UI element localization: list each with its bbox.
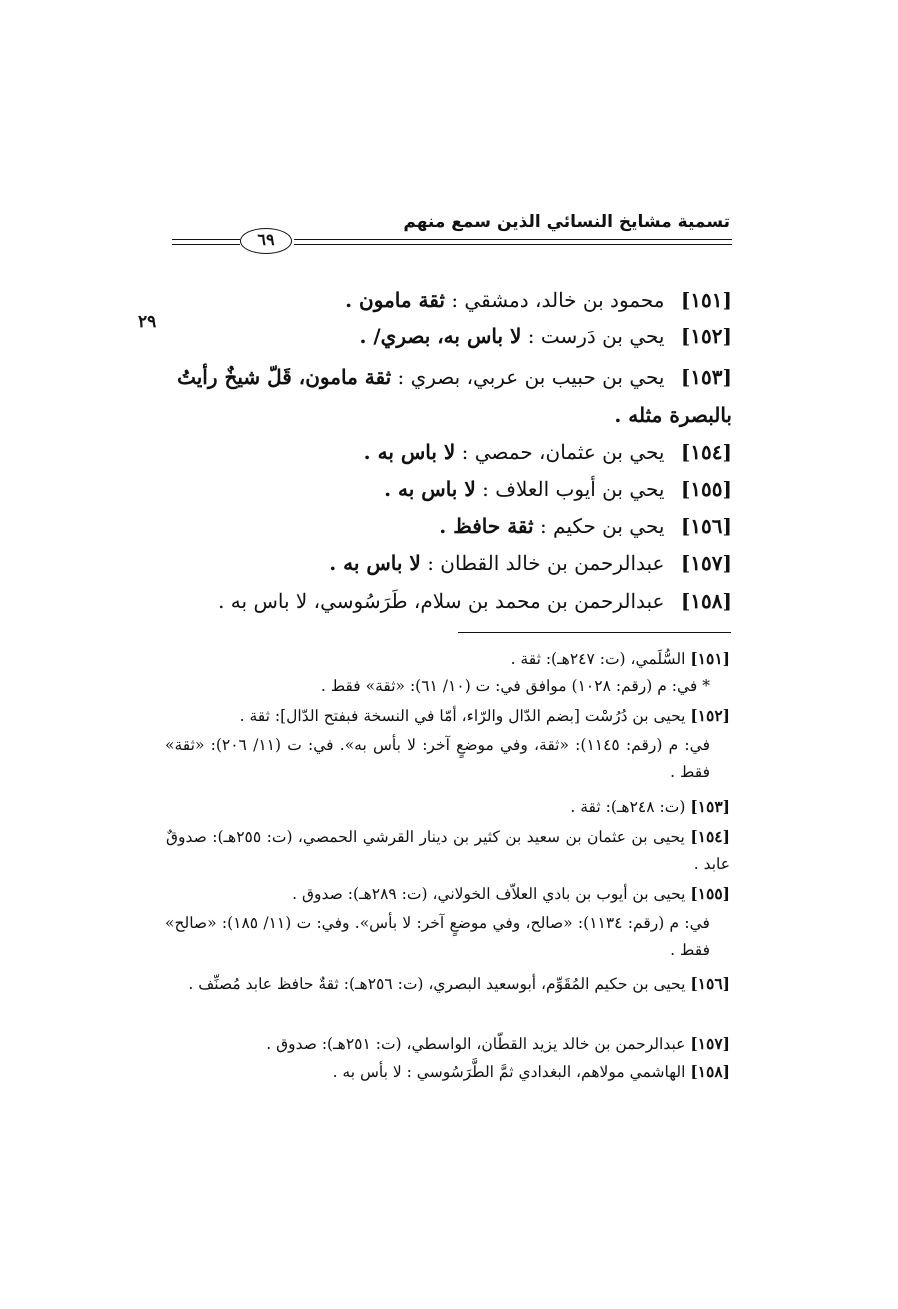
entry-155 [384, 475, 732, 503]
footnote-sub [165, 910, 710, 964]
footnote-text: * في: م (رقم: ١٠٢٨) موافق في: ت (١٠/ ٦١): «ثقة» فقط . [320, 677, 710, 695]
footnote-155 [292, 880, 730, 908]
footnote-153 [570, 793, 730, 821]
footnote-text: في: م (رقم: ١١٤٥): «ثقة، وفي موضعٍ آخر: لا بأس به». في: ت (١١/ ٢٠٦): «ثقة» فقط . [165, 736, 710, 781]
footnote-152 [240, 702, 730, 730]
header-rule [294, 239, 732, 240]
footnote-text: الهاشمي مولاهم، البغدادي ثمَّ الطَّرَسُوسي : لا بأس به . [332, 1063, 686, 1081]
footnote-text: عبدالرحمن بن خالد يزيد القطّان، الواسطي، (ت: ٢٥١هـ): صدوق . [266, 1035, 686, 1053]
entry-151 [345, 286, 732, 314]
footnote-number: [١٥٣] [690, 797, 730, 816]
entry-grade: لا باس به . [329, 551, 421, 575]
entry-number: [١٥٦] [680, 514, 732, 538]
footnote-sub [321, 673, 710, 700]
entry-grade: لا باس به . [363, 440, 456, 464]
footnote-text: يحيى بن حكيم المُقَوِّم، أبوسعيد البصري، (ت: ٢٥٦هـ): ثقةٌ حافظ عابد مُصنِّف . [188, 975, 686, 993]
entry-grade: ثقة حافظ . [439, 514, 534, 538]
entry-text: يحي بن عثمان، حمصي : [461, 440, 665, 464]
footnote-number: [١٥٥] [690, 884, 730, 903]
entry-158 [218, 587, 732, 615]
running-header-title: تسمية مشايخ النسائي الذين سمع منهم [403, 212, 730, 232]
header-rule [172, 239, 240, 240]
header-rule [294, 244, 732, 245]
entry-text: عبدالرحمن بن خالد القطان : [427, 551, 665, 575]
entry-number: [١٥٧] [680, 551, 732, 575]
footnote-number: [١٥٤] [690, 827, 730, 846]
footnote-text: في: م (رقم: ١١٣٤): «صالح، وفي موضعٍ آخر: لا بأس». وفي: ت (١١/ ١٨٥): «صالح» فقط . [165, 914, 710, 959]
entry-number: [١٥٤] [680, 440, 732, 464]
entry-text: محمود بن خالد، دمشقي : [451, 288, 665, 312]
page-number: ٦٩ [240, 228, 292, 254]
entry-text: يحي بن أيوب العلاف : [482, 477, 665, 501]
entry-152 [359, 322, 732, 350]
header-rule [172, 244, 240, 245]
footnote-number: [١٥٦] [690, 974, 730, 993]
footnote-154 [166, 823, 730, 878]
entry-number: [١٥٨] [680, 589, 732, 613]
entry-text: يحي بن حكيم : [539, 514, 665, 538]
entry-number: [١٥٢] [680, 324, 732, 348]
footnote-text: يحيى بن أيوب بن بادي العلاّف الخولاني، (ت: ٢٨٩هـ): صدوق . [292, 885, 686, 903]
footnote-text: (ت: ٢٤٨هـ): ثقة . [570, 798, 686, 816]
footnote-sub [165, 732, 710, 786]
entry-text: يحي بن دَرست : [527, 324, 665, 348]
entry-grade: ثقة مامون . [345, 288, 445, 312]
entry-153 [162, 358, 732, 434]
footnote-157 [266, 1030, 730, 1058]
entry-number: [١٥٥] [680, 477, 732, 501]
footnote-text: يحيى بن دُرُسْت [بضم الدّال والرّاء، أمّا في النسخة فبفتح الدّال]: ثقة . [239, 707, 686, 725]
entry-number: [١٥٣] [680, 365, 732, 389]
footnote-text: يحيى بن عثمان بن سعيد بن كثير بن دينار القرشي الحمصي، (ت: ٢٥٥هـ): صدوقٌ عابد . [166, 828, 730, 873]
footnote-156 [166, 970, 730, 998]
entry-157 [329, 549, 732, 577]
entry-grade: لا باس به، بصري/ . [359, 324, 522, 348]
entry-156 [439, 512, 732, 540]
footnote-number: [١٥٧] [690, 1034, 730, 1053]
footnote-number: [١٥٢] [690, 706, 730, 725]
footnote-number: [١٥٨] [690, 1062, 730, 1081]
footnote-text: السُّلَمي، (ت: ٢٤٧هـ): ثقة . [510, 650, 686, 668]
entry-text: يحي بن حبيب بن عربي، بصري : [397, 365, 665, 389]
footnote-158 [333, 1058, 730, 1086]
entry-text: عبدالرحمن بن محمد بن سلام، طَرَسُوسي، لا باس به . [218, 589, 665, 613]
entry-grade: ثقة مامون، قَلّ شيخٌ رأيتُ بالبصرة مثله . [177, 365, 732, 427]
entry-grade: لا باس به . [384, 477, 476, 501]
entry-154 [364, 438, 732, 466]
entry-number: [١٥١] [680, 288, 732, 312]
footnote-divider [458, 632, 731, 633]
margin-folio-number: ٢٩ [138, 312, 157, 332]
footnote-151 [511, 645, 730, 673]
footnote-number: [١٥١] [690, 649, 730, 668]
